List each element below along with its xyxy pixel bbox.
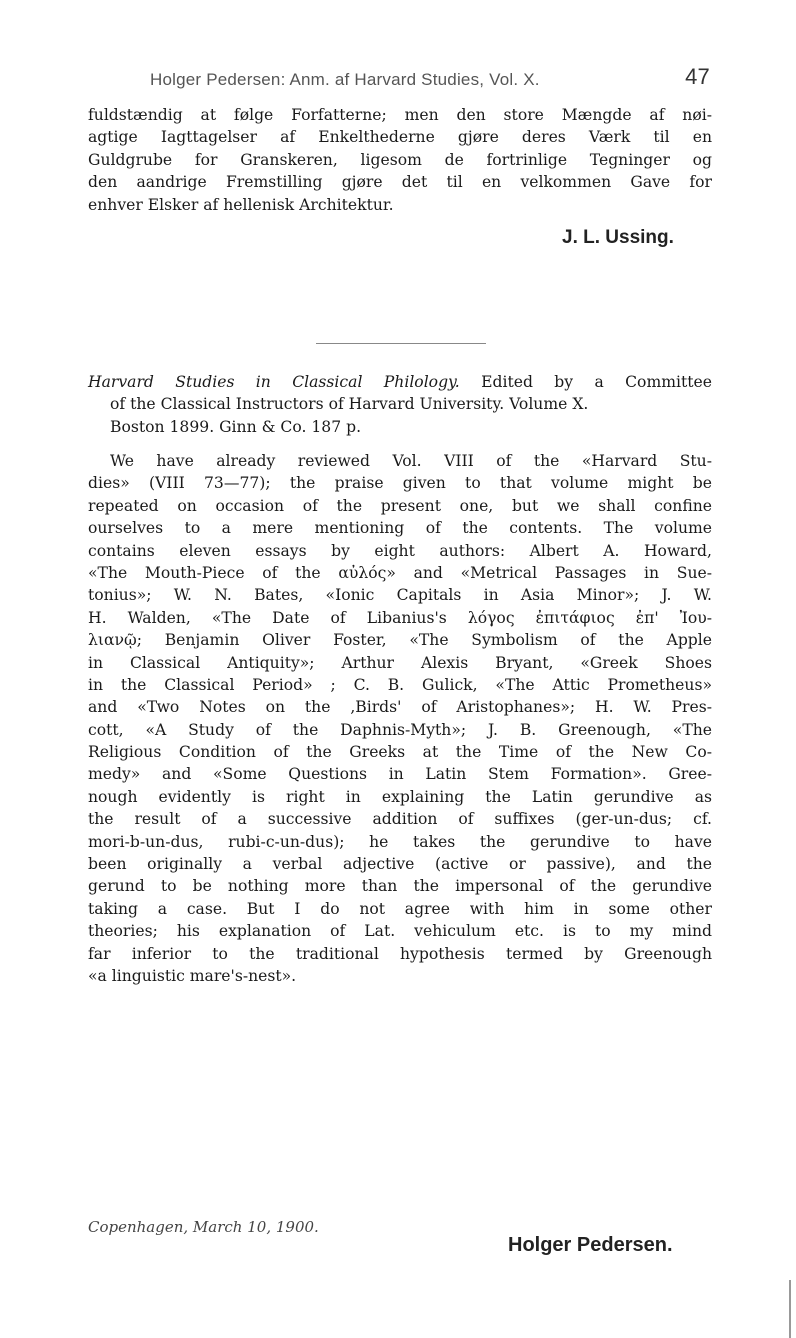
text-line: enhver Elsker af hellenisk Architektur. xyxy=(88,195,394,214)
review-heading-editors: Edited by a Committee xyxy=(459,373,712,391)
text-line: Religious Condition of the Greeks at the Time of the New Co- xyxy=(88,743,712,762)
text-line: Guldgrube for Granskeren, ligesom de fortrinlige Tegninger og xyxy=(88,150,712,169)
text-line: gerund to be nothing more than the impersonal of the gerundive xyxy=(88,877,712,896)
text-line: nough evidently is right in explaining the Latin gerundive as xyxy=(88,787,712,806)
text-line: been originally a verbal adjective (active or passive), and the xyxy=(88,855,712,874)
review-heading-line xyxy=(88,371,712,393)
running-head-title: Holger Pedersen: Anm. af Harvard Studies, Vol. X. xyxy=(150,70,540,89)
text-line: in Classical Antiquity»; Arthur Alexis Bryant, «Greek Shoes xyxy=(88,653,712,672)
text-line: cott, «A Study of the Daphnis-Myth»; J. B. Greenough, «The xyxy=(88,720,712,739)
text-line: far inferior to the traditional hypothesis termed by Greenough xyxy=(88,944,712,963)
text-line: «a linguistic mare's-nest». xyxy=(88,966,297,985)
previous-review-ending xyxy=(88,104,712,216)
section-divider xyxy=(316,343,486,344)
page-edge-mark xyxy=(789,1280,791,1338)
text-line: ourselves to a mere mentioning of the contents. The volume xyxy=(88,519,712,538)
text-line: den aandrige Fremstilling gjøre det til en velkommen Gave for xyxy=(88,173,712,192)
text-line: taking a case. But I do not agree with him in some other xyxy=(88,899,712,918)
review-book-title: Harvard Studies in Classical Philology. xyxy=(88,373,460,391)
previous-review-signature: J. L. Ussing. xyxy=(562,227,674,248)
text-line: and «Two Notes on the ,Birds' of Aristophanes»; H. W. Pres- xyxy=(88,698,712,717)
text-line: H. Walden, «The Date of Libanius's λόγος ἐπιτάφιος ἐπ' Ἰου- xyxy=(88,608,712,627)
text-line: dies» (VIII 73—77); the praise given to that volume might be xyxy=(88,474,712,493)
running-head xyxy=(150,64,710,94)
page-number: 47 xyxy=(685,64,710,89)
review-heading-line: Boston 1899. Ginn & Co. 187 p. xyxy=(110,417,362,436)
text-line: the result of a successive addition of suffixes (ger-un-dus; cf. xyxy=(88,810,712,829)
review-heading xyxy=(88,371,712,438)
text-line: mori-b-un-dus, rubi-c-un-dus); he takes the gerundive to have xyxy=(88,832,712,851)
text-line: fuldstændig at følge Forfatterne; men den store Mængde af nøi- xyxy=(88,106,712,124)
text-line: We have already reviewed Vol. VIII of the «Harvard Stu- xyxy=(110,452,712,470)
text-line: repeated on occasion of the present one, but we shall confine xyxy=(88,496,712,515)
text-line: in the Classical Period» ; C. B. Gulick, «The Attic Prometheus» xyxy=(88,675,712,694)
text-line: contains eleven essays by eight authors: Albert A. Howard, xyxy=(88,541,712,560)
text-line: «The Mouth-Piece of the αὐλός» and «Metrical Passages in Sue- xyxy=(88,563,712,582)
text-line: λιανῷ; Benjamin Oliver Foster, «The Symbolism of the Apple xyxy=(88,631,712,650)
review-heading-line: of the Classical Instructors of Harvard University. Volume X. xyxy=(110,395,589,414)
dateline: Copenhagen, March 10, 1900. xyxy=(88,1218,319,1236)
text-line: agtige Iagttagelser af Enkelthederne gjøre deres Værk til en xyxy=(88,128,712,147)
text-line: medy» and «Some Questions in Latin Stem Formation». Gree- xyxy=(88,765,712,784)
text-line: theories; his explanation of Lat. vehiculum etc. is to my mind xyxy=(88,922,712,941)
text-line: tonius»; W. N. Bates, «Ionic Capitals in Asia Minor»; J. W. xyxy=(88,586,712,605)
review-signature: Holger Pedersen. xyxy=(508,1234,673,1256)
review-body xyxy=(88,450,712,987)
